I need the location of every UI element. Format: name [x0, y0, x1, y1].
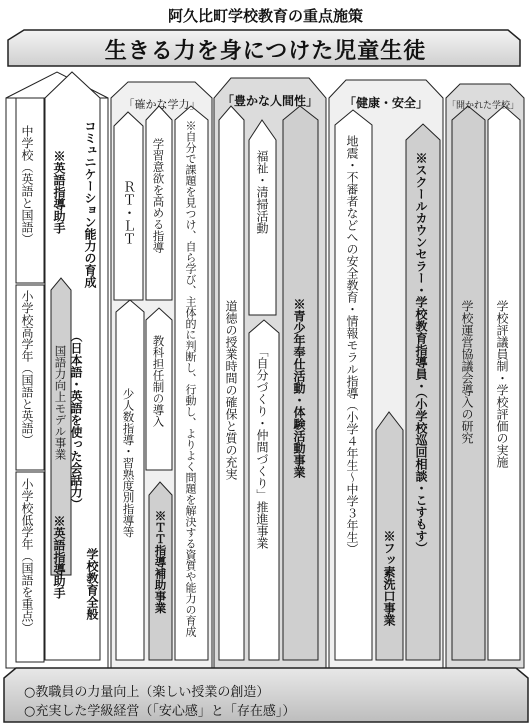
- label-self-peer: 「自分づくり・仲間づくり」推進事業: [255, 345, 269, 549]
- header-academic: 「確かな学力」: [123, 98, 201, 111]
- label-upper-elementary: 小学校高学年（国語と英語）: [20, 290, 34, 446]
- label-small-group: 少人数指導・習熟度別指導等: [121, 388, 136, 538]
- label-youth-service: ※青少年奉仕活動・体験活動事業: [292, 298, 306, 478]
- label-assistant-1: ※英語指導助手: [52, 150, 66, 234]
- label-assistant-2: ※英語指導助手: [52, 515, 66, 599]
- label-safety-education: 地震・不審者などへの安全教育・情報モラル指導（小学４年生〜中学３年生）: [345, 135, 359, 555]
- label-self-learning: ※自分で課題を見つけ、自ら学び、主体的に判断し、行動し、よりよく問題を解決する資質や能力の育成: [184, 120, 197, 637]
- label-fluoride: ※フッ素洗口事業: [382, 530, 396, 626]
- label-junior-high: 中学校（英語と国語）: [20, 125, 34, 245]
- header-health: 「健康・安全」: [343, 96, 428, 110]
- header-humanity: 「豊かな人間性」: [221, 94, 318, 108]
- label-council: 学校運営協議会導入の研究: [460, 300, 474, 444]
- label-moral-class: 道徳の授業時間の確保と質の充実: [224, 300, 238, 480]
- foundation-line-2: ○充実した学級経営（「安心感」と「存在感」）: [24, 704, 296, 719]
- label-model-project: 国語力向上モデル事業: [53, 345, 68, 460]
- label-communication: コミュニケーション能力の育成: [83, 120, 97, 288]
- label-subject-teacher: 教科担任制の導入: [151, 335, 166, 427]
- label-lower-elementary: 小学校低学年（国語を重点）: [20, 478, 34, 634]
- label-rt-lt: ＲＴ・ＬＴ: [120, 180, 135, 245]
- label-evaluation: 学校評議員制・学校評価の実施: [495, 300, 509, 468]
- label-welfare: 福祉・清掃活動: [255, 150, 269, 234]
- label-all-education: 学校教育全般: [85, 548, 99, 620]
- banner-text: 生きる力を身につけた児童生徒: [104, 38, 427, 64]
- header-open: 「開かれた学校」: [446, 101, 519, 111]
- foundation-line-1: ○教職員の力量向上（楽しい授業の創造）: [24, 685, 270, 700]
- label-tt-project: ※ＴＴ指導補助事業: [153, 510, 168, 614]
- label-conversation: （日本語・英語を使った会話力）: [69, 330, 83, 510]
- label-motivation: 学習意欲を高める指導: [151, 138, 166, 253]
- label-counselor: ※スクールカウンセラー・学校教育指導員・（小学校巡回相談・こすもす）: [414, 152, 428, 554]
- page-title: 阿久比町学校教育の重点施策: [167, 7, 363, 25]
